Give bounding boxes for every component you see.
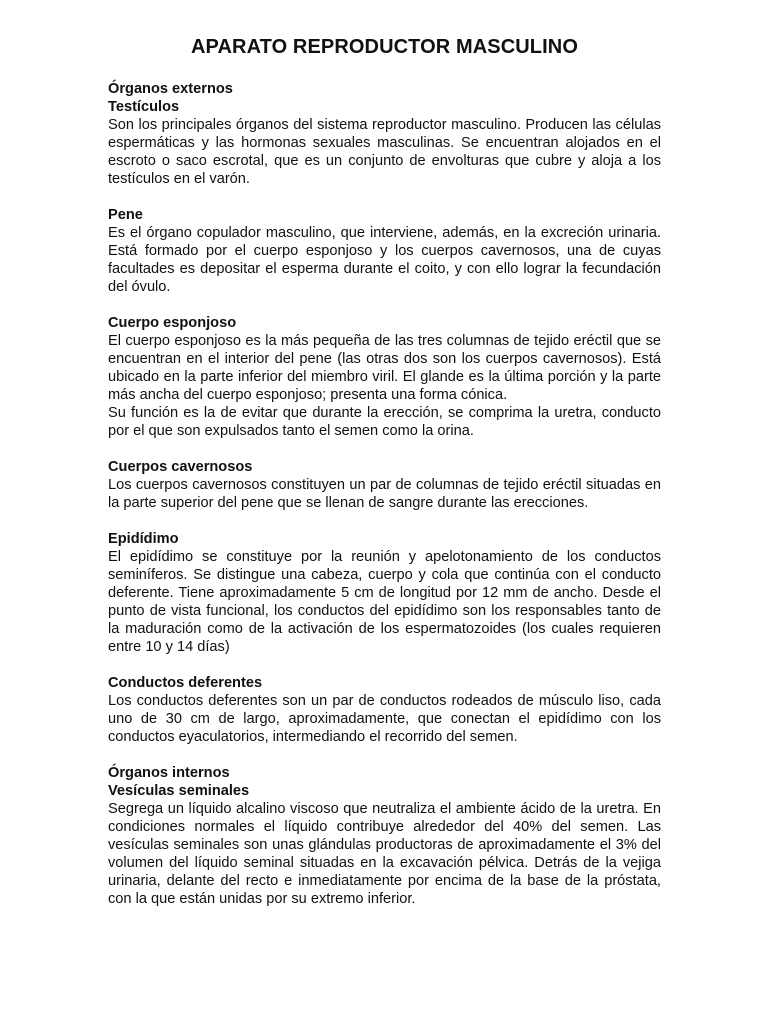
section-paragraph: Los conductos deferentes son un par de conductos rodeados de músculo liso, cada uno de 30 cm de largo, aproximadamente, que conectan el epidídimo con los conductos eyaculatorios, intermediando el recorrido del semen. <box>108 693 661 745</box>
section-paragraph: Su función es la de evitar que durante la erección, se comprima la uretra, conducto por el que son expulsados tanto el semen como la orina. <box>108 405 661 439</box>
document-title: APARATO REPRODUCTOR MASCULINO <box>191 36 578 58</box>
section-vesiculas-seminales <box>108 764 661 908</box>
section-cuerpo-esponjoso <box>108 314 661 440</box>
section-heading: Conductos deferentes <box>108 675 263 691</box>
section-heading: Testículos <box>108 99 180 115</box>
section-paragraph: Es el órgano copulador masculino, que interviene, además, en la excreción urinaria. Está formado por el cuerpo esponjoso y los cuerpos cavernosos, una de cuyas facultades es depositar el esperma durante el coito, y con ello lograr la fecundación del óvulo. <box>108 225 661 295</box>
section-heading: Vesículas seminales <box>108 783 250 799</box>
section-heading: Epidídimo <box>108 531 179 547</box>
section-heading: Pene <box>108 207 143 223</box>
group-heading-organos-internos: Órganos internos <box>108 765 230 781</box>
document-page <box>108 34 661 926</box>
section-paragraph: Son los principales órganos del sistema reproductor masculino. Producen las células espermáticas y las hormonas sexuales masculinas. Se encuentran alojados en el escroto o saco escrotal, que es un conjunto de envolturas que cubre y aloja a los testículos en el varón. <box>108 117 661 187</box>
group-heading-organos-externos: Órganos externos <box>108 81 233 97</box>
section-conductos-deferentes <box>108 674 661 746</box>
section-paragraph: El epidídimo se constituye por la reunión y apelotonamiento de los conductos seminíferos. Se distingue una cabeza, cuerpo y cola que continúa con el conducto deferente. Tiene aproximadamente 5 cm de longitud por 12 mm de ancho. Desde el punto de vista funcional, los conductos del epidídimo son los responsables tanto de la maduración como de la activación de los espermatozoides (los cuales requieren entre 10 y 14 días) <box>108 549 661 655</box>
section-heading: Cuerpos cavernosos <box>108 459 253 475</box>
section-epididimo <box>108 530 661 656</box>
section-cuerpos-cavernosos <box>108 458 661 512</box>
section-pene <box>108 206 661 296</box>
section-heading: Cuerpo esponjoso <box>108 315 237 331</box>
section-paragraph: Segrega un líquido alcalino viscoso que neutraliza el ambiente ácido de la uretra. En condiciones normales el líquido contribuye alrededor del 40% del semen. Las vesículas seminales son unas glándulas productoras de aproximadamente el 3% del volumen del líquido seminal situadas en la excavación pélvica. Detrás de la vejiga urinaria, delante del recto e inmediatamente por encima de la base de la próstata, con la que están unidas por su extremo inferior. <box>108 801 661 907</box>
section-testiculos <box>108 80 661 188</box>
section-paragraph: Los cuerpos cavernosos constituyen un par de columnas de tejido eréctil situadas en la parte superior del pene que se llenan de sangre durante las erecciones. <box>108 477 661 511</box>
section-paragraph: El cuerpo esponjoso es la más pequeña de las tres columnas de tejido eréctil que se encuentran en el interior del pene (las otras dos son los cuerpos cavernosos). Está ubicado en la parte inferior del miembro viril. El glande es la última porción y la parte más ancha del cuerpo esponjoso; presenta una forma cónica. <box>108 333 661 403</box>
